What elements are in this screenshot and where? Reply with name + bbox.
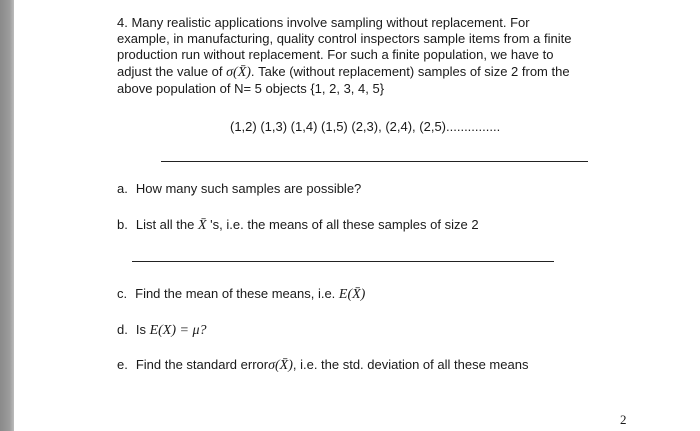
intro-line-5: above population of N= 5 objects {1, 2, 3, 4, 5} [117,80,385,96]
problem-intro [117,15,637,97]
standard-error-expression: σ(X̄) [268,358,293,373]
xbar-symbol: X̄ [198,218,207,233]
sigma-xbar-expression: σ(X̄) [226,64,251,80]
question-b [117,217,479,234]
question-c-letter: c. [117,286,128,301]
question-c-text: Find the mean of these means, i.e. [135,286,339,301]
question-b-text-end: 's, i.e. the means of all these samples of size 2 [206,217,479,232]
intro-line-1: 4. Many realistic applications involve sampling without replacement. For [117,15,530,30]
question-d-letter: d. [117,322,128,337]
left-margin-strip [0,0,14,431]
intro-line-2: example, in manufacturing, quality control inspectors sample items from a finite [117,31,572,47]
question-e-text-start: Find the standard error [135,357,269,372]
sample-list: (1,2) (1,3) (1,4) (1,5) (2,3), (2,4), (2,5)............... [230,119,501,134]
question-b-letter: b. [117,217,128,232]
intro-line-4 [117,64,637,81]
question-a-letter: a. [117,181,128,196]
question-e [117,357,528,374]
page-number: 2 [620,412,627,427]
question-e-text-end: , i.e. the std. deviation of all these means [292,357,529,372]
question-d-text: Is [135,322,150,337]
question-a [117,181,361,196]
document-page [14,0,700,431]
answer-line-2 [132,261,554,262]
answer-line-1 [161,161,588,162]
question-b-text-start: List all the [135,217,198,232]
question-d [117,322,206,339]
expected-xbar-expression: E(X̄) [338,287,366,302]
intro-line-3: production run without replacement. For such a finite population, we have to [117,47,554,63]
question-c [117,286,365,303]
intro-line-4-end: . Take (without replacement) samples of size 2 from the [250,63,570,79]
intro-line-4-start: adjust the value of [117,63,227,79]
question-a-text: How many such samples are possible? [135,181,362,196]
question-e-letter: e. [117,357,128,372]
expected-x-equals-mu-expression: E(X) = μ? [149,323,207,338]
